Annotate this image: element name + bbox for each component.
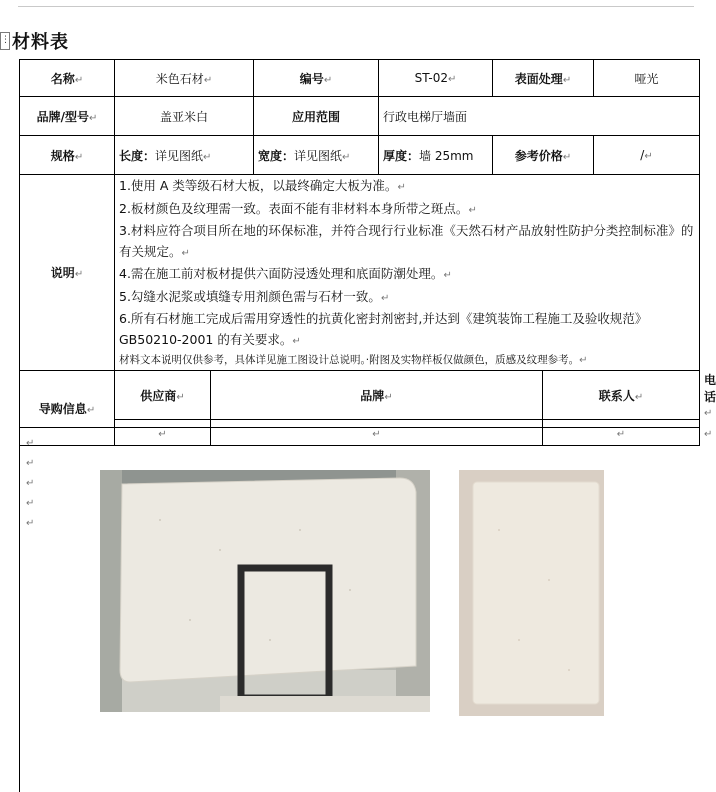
price-label: 参考价格 (514, 148, 563, 163)
paragraph-mark-icon: ↵ (323, 74, 333, 86)
paragraph-mark-icon: ↵ (380, 292, 390, 304)
note-text: 2.板材颜色及纹理需一致。表面不能有非材料本身所带之斑点。 (119, 200, 469, 216)
note-text: 4.需在施工前对板材提供六面防浸透处理和底面防潮处理。 (119, 266, 444, 281)
note-text: 3.材料应符合项目所在地的环保标准，并符合现行行业标准《天然石材产品放射性防护分类控制标准》的有关规定。 (119, 223, 694, 259)
paragraph-mark-icon: ↵ (74, 151, 84, 163)
note-item (119, 199, 695, 222)
stone-sample-photo (459, 470, 604, 716)
code-label-cell (254, 60, 379, 97)
spec-label-cell (20, 136, 115, 175)
brand-label-cell (20, 97, 115, 136)
brand-label: 品牌/型号 (36, 109, 89, 124)
paragraph-mark-icon: ↵ (176, 391, 185, 403)
brand-value: 盖亚米白 (159, 109, 208, 124)
width-cell (254, 136, 379, 175)
paragraph-mark-icon: ↵ (372, 428, 381, 440)
material-table (19, 59, 716, 446)
name-label-cell (20, 60, 115, 97)
paragraph-mark-icon: ↵ (292, 335, 301, 347)
image-area (19, 427, 699, 792)
phone-header: 电话 (704, 373, 716, 404)
stone-slab-illustration (100, 470, 430, 712)
price-value: / (640, 148, 645, 162)
paragraph-mark-icon: ↵ (74, 74, 84, 86)
paragraph-mark-icon: ↵ (74, 269, 84, 280)
paragraph-mark-icon: ↵ (342, 151, 351, 163)
table-move-handle-icon[interactable]: ⋮ (0, 32, 10, 50)
paragraph-mark-icon: ↵ (579, 355, 588, 366)
paragraph-mark-icon: ↵ (397, 182, 406, 193)
paragraph-mark-icon: ↵ (86, 404, 96, 416)
scope-value: 行政电梯厅墙面 (383, 109, 468, 124)
notes-label: 说明 (50, 266, 75, 280)
name-value-cell (115, 60, 254, 97)
paragraph-mark-icon: ↵ (26, 438, 35, 449)
stone-slab-photo (100, 470, 430, 712)
paragraph-mark-icon: ↵ (443, 270, 452, 281)
scope-value-cell (379, 97, 700, 136)
note-item (119, 221, 695, 264)
note-text: 6.所有石材施工完成后需用穿透性的抗黄化密封剂密封,并达到《建筑装饰工程施工及验收规范》GB50210-2001 的有关要求。 (119, 311, 648, 347)
paragraph-mark-icon: ↵ (448, 74, 457, 85)
paragraph-mark-icon: ↵ (26, 518, 35, 529)
paragraph-mark-icon: ↵ (26, 478, 35, 489)
code-value-cell (379, 60, 493, 97)
scope-label: 应用范围 (291, 109, 340, 124)
paragraph-mark-icon: ↵ (644, 151, 653, 162)
supplier-header: 供应商 (140, 388, 177, 403)
paragraph-mark-icon: ↵ (89, 112, 98, 124)
paragraph-mark-icon: ↵ (468, 204, 477, 216)
stone-sample-illustration (459, 470, 604, 716)
code-value: ST-02 (414, 71, 449, 85)
purchase-label: 导购信息 (38, 401, 87, 416)
width-label: 宽度： (258, 148, 295, 163)
note-item (119, 309, 695, 352)
name-label: 名称 (50, 71, 75, 86)
table-row (20, 371, 700, 420)
brand-value-cell (115, 97, 254, 136)
contact-header-cell (543, 371, 700, 420)
paragraph-mark-icon: ↵ (562, 151, 572, 163)
width-value: 详见图纸 (294, 148, 343, 163)
notes-label-cell (20, 175, 115, 371)
paragraph-mark-icon: ↵ (203, 151, 212, 163)
thickness-cell (379, 136, 493, 175)
note-text: 1.使用 A 类等级石材大板，以最终确定大板为准。 (119, 178, 398, 193)
supplier-header-cell (115, 371, 211, 420)
paragraph-mark-icon: ↵ (384, 391, 393, 403)
length-cell (115, 136, 254, 175)
scope-label-cell (254, 97, 379, 136)
spec-label: 规格 (50, 148, 75, 163)
table-row (20, 175, 700, 371)
page-title: 材料表 (12, 32, 69, 53)
note-item (119, 176, 695, 199)
contact-header: 联系人 (598, 388, 635, 403)
paragraph-mark-icon: ↵ (562, 74, 572, 86)
brand-header-cell (211, 371, 543, 420)
name-value: 米色石材 (155, 71, 204, 86)
note-text: 5.勾缝水泥浆或填缝专用剂颜色需与石材一致。 (119, 288, 381, 304)
note-item (119, 287, 695, 310)
notes-footer-text: 材料文本说明仅供参考，具体详见施工图设计总说明。·附图及实物样板仅做颜色，质感及纹理参考。 (119, 354, 580, 366)
thickness-label: 厚度： (383, 148, 420, 163)
paragraph-mark-icon: ↵ (26, 498, 35, 509)
surface-value: 哑光 (634, 71, 659, 86)
paragraph-marks (26, 434, 34, 534)
price-label-cell (493, 136, 594, 175)
note-item (119, 264, 695, 287)
notes-footer (119, 352, 695, 369)
surface-label-cell (493, 60, 594, 97)
paragraph-mark-icon: ↵ (634, 391, 644, 403)
table-row (20, 136, 700, 175)
paragraph-mark-icon: ↵ (158, 428, 167, 440)
thickness-value: 墙 25mm (419, 148, 474, 163)
paragraph-mark-icon: ↵ (616, 428, 626, 440)
paragraph-mark-icon: ↵ (203, 74, 213, 86)
surface-label: 表面处理 (514, 71, 563, 86)
paragraph-mark-icon: ↵ (26, 458, 35, 469)
brand-header: 品牌 (360, 388, 385, 403)
paragraph-mark-icon: ↵ (704, 408, 713, 419)
code-label: 编号 (299, 71, 324, 86)
surface-value-cell (594, 60, 700, 97)
table-row (20, 60, 700, 97)
paragraph-mark-icon: ↵ (704, 428, 713, 440)
table-row (20, 97, 700, 136)
top-rule (18, 6, 694, 7)
notes-cell (115, 175, 700, 371)
length-value: 详见图纸 (155, 148, 204, 163)
price-value-cell (594, 136, 700, 175)
length-label: 长度： (119, 148, 156, 163)
paragraph-mark-icon: ↵ (181, 247, 190, 259)
